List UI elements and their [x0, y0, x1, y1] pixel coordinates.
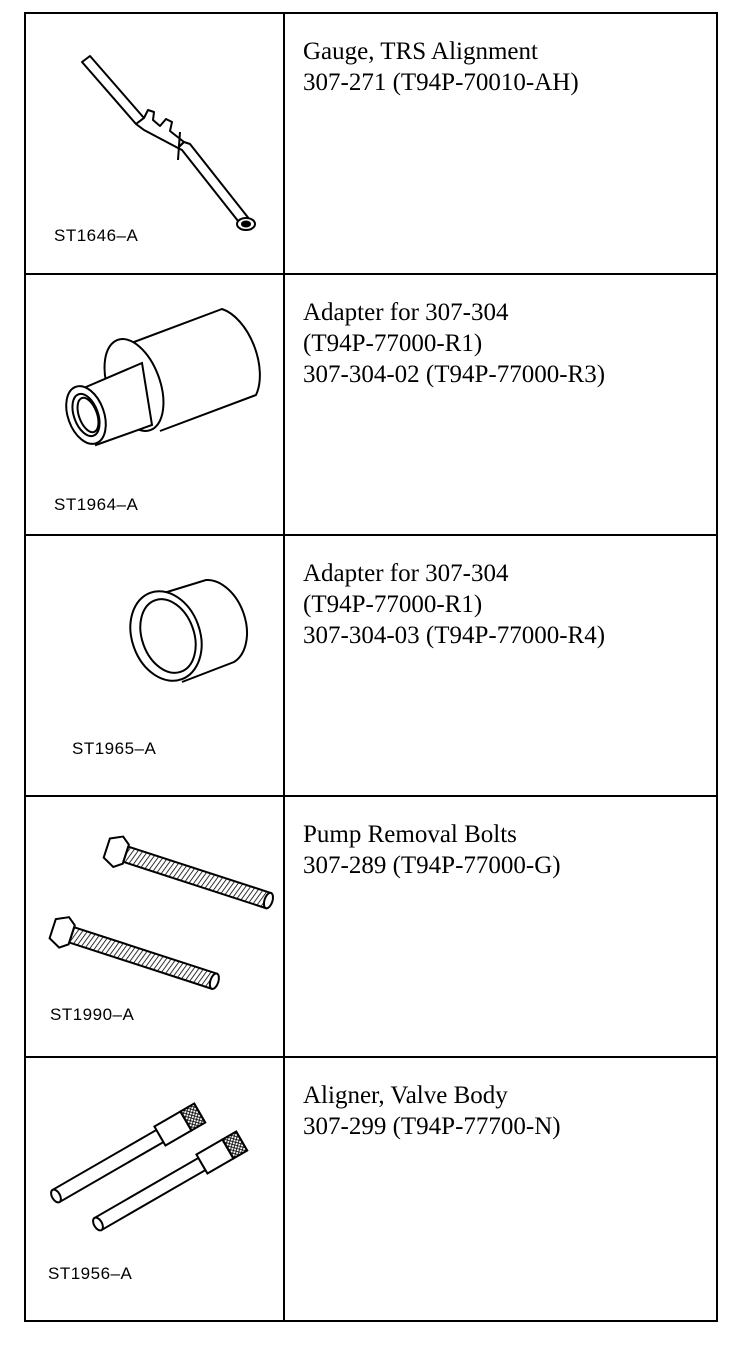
tool-row — [25, 13, 717, 274]
tool-part-number: 307-299 (T94P-77700-N) — [303, 1113, 561, 1140]
tool-part-number: 307-289 (T94P-77000-G) — [303, 852, 561, 879]
tool-illustration-cell — [25, 13, 284, 274]
tool-row — [25, 1057, 717, 1321]
tool-row — [25, 796, 717, 1057]
illustration-code: ST1965–A — [72, 739, 157, 758]
tool-description — [285, 797, 716, 881]
illustration-code: ST1990–A — [50, 1005, 135, 1024]
tool-name: Adapter for 307-304 — [303, 560, 509, 587]
tool-description — [285, 275, 716, 390]
special-tools-table — [24, 12, 718, 1322]
tool-description-cell — [284, 796, 717, 1057]
tool-part-number: 307-304-02 (T94P-77000-R3) — [303, 361, 606, 388]
tool-illustration-cell — [25, 1057, 284, 1321]
tool-part-number-primary: (T94P-77000-R1) — [303, 330, 483, 357]
tool-name: Adapter for 307-304 — [303, 299, 509, 326]
illustration-code: ST1646–A — [54, 226, 139, 245]
tool-description — [285, 536, 716, 651]
tool-description-cell — [284, 1057, 717, 1321]
tool-name: Gauge, TRS Alignment — [303, 38, 538, 65]
tool-row — [25, 535, 717, 796]
illustration-code: ST1964–A — [54, 495, 139, 514]
tool-description — [285, 14, 716, 98]
tool-description-cell — [284, 535, 717, 796]
tool-name: Pump Removal Bolts — [303, 821, 517, 848]
tool-part-number-primary: (T94P-77000-R1) — [303, 591, 483, 618]
tool-illustration-cell — [25, 796, 284, 1057]
tool-illustration-cell — [25, 535, 284, 796]
tool-part-number: 307-271 (T94P-70010-AH) — [303, 69, 579, 96]
tool-description-cell — [284, 13, 717, 274]
tool-description — [285, 1058, 716, 1142]
tool-part-number: 307-304-03 (T94P-77000-R4) — [303, 622, 606, 649]
illustration-code: ST1956–A — [48, 1264, 133, 1283]
tool-row — [25, 274, 717, 535]
tool-name: Aligner, Valve Body — [303, 1082, 508, 1109]
tool-description-cell — [284, 274, 717, 535]
tool-illustration-cell — [25, 274, 284, 535]
